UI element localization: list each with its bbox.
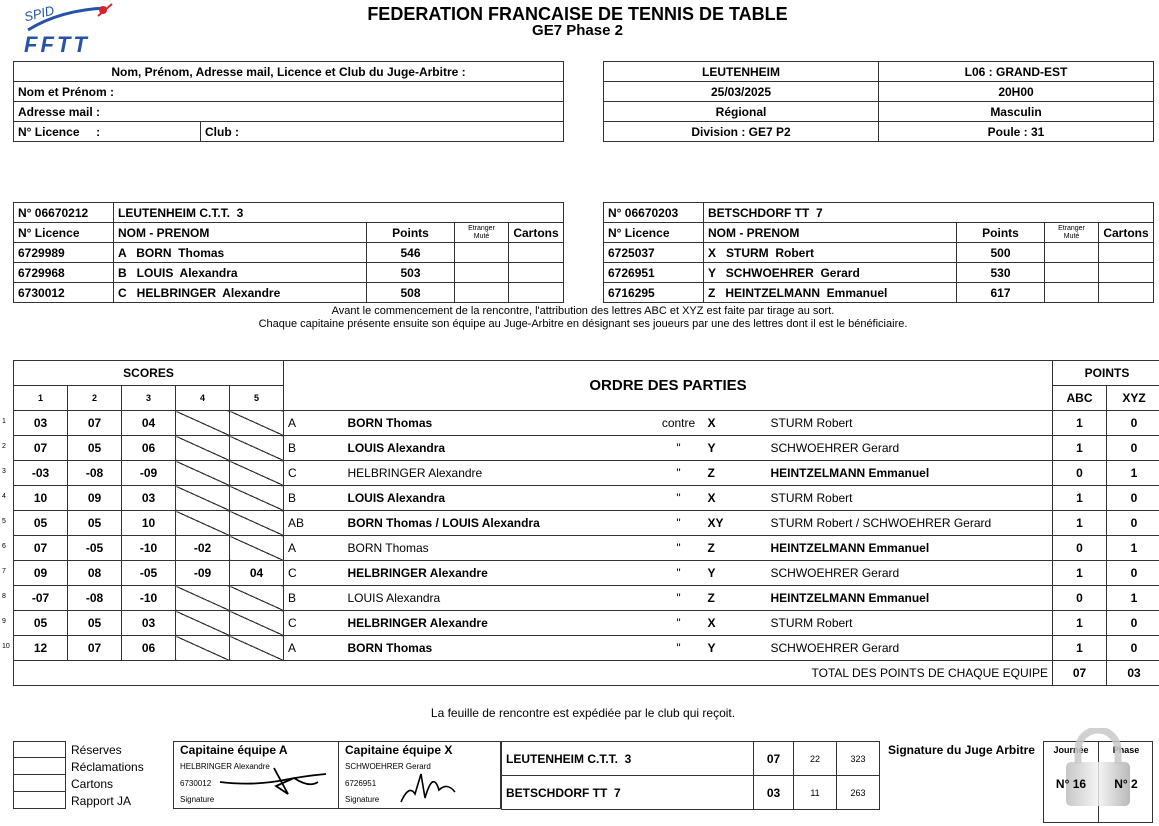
set-2-header: 2 <box>68 386 122 411</box>
total-xyz: 03 <box>1107 661 1159 686</box>
league: L06 : GRAND-EST <box>879 62 1154 82</box>
points-xyz: 0 <box>1107 411 1159 436</box>
points-abc: 1 <box>1053 611 1107 636</box>
order-header: ORDRE DES PARTIES <box>284 361 1053 411</box>
set-5-score <box>230 411 284 436</box>
player-name: Y SCHWOEHRER Gerard <box>704 263 957 283</box>
match-time: 20H00 <box>879 82 1154 102</box>
player-cards-cell <box>1099 263 1154 283</box>
set-4-score <box>176 586 230 611</box>
team-a-letter: A <box>284 536 344 561</box>
result-team: LEUTENHEIM C.T.T. 3 <box>502 742 754 776</box>
player-x-name: SCHWOEHRER Gerard <box>767 561 1053 586</box>
player-points: 508 <box>367 283 455 303</box>
player-foreign-cell <box>455 243 509 263</box>
set-3-score: 10 <box>122 511 176 536</box>
checkbox-row <box>13 758 173 775</box>
points-abc: 0 <box>1053 461 1107 486</box>
set-3-score: 04 <box>122 411 176 436</box>
player-cards-cell <box>509 283 564 303</box>
set-1-score: 03 <box>14 411 68 436</box>
team-x-letter: Z <box>704 461 767 486</box>
game-row <box>14 636 1159 661</box>
points-xyz-header: XYZ <box>1107 386 1159 411</box>
match-date: 25/03/2025 <box>604 82 879 102</box>
versus-label: " <box>654 486 704 511</box>
player-name: A BORN Thomas <box>114 243 367 263</box>
set-2-score: 05 <box>68 611 122 636</box>
day-label: Journée <box>1053 745 1089 755</box>
set-1-score: 09 <box>14 561 68 586</box>
result-team: BETSCHDORF TT 7 <box>502 776 754 810</box>
player-a-name: LOUIS Alexandra <box>344 486 654 511</box>
game-row <box>14 411 1159 436</box>
match-category: Masculin <box>879 102 1154 122</box>
team-a-letter: B <box>284 436 344 461</box>
checkbox-row <box>13 792 173 809</box>
captain-x-licence: 6726951 <box>345 779 377 788</box>
col-foreign-label: Etranger <box>468 224 495 232</box>
team-x-letter: Y <box>704 436 767 461</box>
points-xyz: 0 <box>1107 636 1159 661</box>
game-number: 5 <box>2 518 6 525</box>
versus-label: " <box>654 611 704 636</box>
result-sets: 11 <box>794 776 837 810</box>
set-2-score: 05 <box>68 511 122 536</box>
lock-icon <box>1062 728 1134 808</box>
team-x-letter: Y <box>704 561 767 586</box>
player-a-name: HELBRINGER Alexandre <box>344 461 654 486</box>
set-5-score <box>230 586 284 611</box>
team-a-letter: B <box>284 586 344 611</box>
player-licence: 6730012 <box>14 283 114 303</box>
set-4-score: -02 <box>176 536 230 561</box>
col-foreign-label: Etranger <box>1058 224 1085 232</box>
points-abc-header: ABC <box>1053 386 1107 411</box>
total-abc: 07 <box>1053 661 1107 686</box>
player-foreign-cell <box>455 283 509 303</box>
result-sets: 22 <box>794 742 837 776</box>
page-subtitle: GE7 Phase 2 <box>532 22 623 39</box>
phase-label: Phase <box>1112 745 1140 755</box>
player-name: X STURM Robert <box>704 243 957 263</box>
team-xyz-table <box>603 202 1154 303</box>
player-x-name: HEINTZELMANN Emmanuel <box>767 461 1053 486</box>
scores-header: SCORES <box>14 361 284 386</box>
player-a-name: BORN Thomas <box>344 536 654 561</box>
player-name: C HELBRINGER Alexandre <box>114 283 367 303</box>
team-a-letter: C <box>284 611 344 636</box>
referee-email-field[interactable]: Adresse mail : <box>14 102 564 122</box>
points-header: POINTS <box>1053 361 1159 386</box>
claims-checkbox[interactable] <box>13 758 66 775</box>
game-row <box>14 486 1159 511</box>
player-x-name: HEINTZELMANN Emmanuel <box>767 586 1053 611</box>
footer-note: La feuille de rencontre est expédiée par le club qui reçoit. <box>430 706 736 720</box>
col-foreign <box>455 223 509 243</box>
venue: LEUTENHEIM <box>604 62 879 82</box>
captain-x-box <box>339 741 501 809</box>
game-number: 4 <box>2 493 6 500</box>
set-5-score <box>230 486 284 511</box>
team-x-letter: XY <box>704 511 767 536</box>
game-row <box>14 586 1159 611</box>
points-abc: 1 <box>1053 411 1107 436</box>
team-x-letter: X <box>704 411 767 436</box>
set-1-score: -03 <box>14 461 68 486</box>
player-row <box>604 263 1154 283</box>
player-a-name: BORN Thomas <box>344 636 654 661</box>
result-row <box>502 776 880 810</box>
game-number: 2 <box>2 443 6 450</box>
set-4-score <box>176 636 230 661</box>
col-name: NOM - PRENOM <box>704 223 957 243</box>
set-5-header: 5 <box>230 386 284 411</box>
player-row <box>604 243 1154 263</box>
day-value: N° 16 <box>1055 777 1087 791</box>
checkbox-row <box>13 741 173 758</box>
player-row <box>14 283 564 303</box>
result-points: 03 <box>754 776 794 810</box>
col-licence: N° Licence <box>14 223 114 243</box>
result-summary-table <box>501 741 880 810</box>
col-points: Points <box>367 223 455 243</box>
set-5-score <box>230 511 284 536</box>
set-4-score <box>176 436 230 461</box>
player-x-name: HEINTZELMANN Emmanuel <box>767 536 1053 561</box>
team-a-letter: A <box>284 636 344 661</box>
team-xyz-name: BETSCHDORF TT 7 <box>704 203 1154 223</box>
player-a-name: HELBRINGER Alexandre <box>344 561 654 586</box>
logo-fftt-text: FFTT <box>24 32 90 57</box>
games-body <box>14 411 1159 661</box>
game-number: 9 <box>2 618 6 625</box>
captain-a-licence: 6730012 <box>180 779 212 788</box>
set-3-score: 03 <box>122 486 176 511</box>
player-x-name: SCHWOEHRER Gerard <box>767 636 1053 661</box>
game-number: 1 <box>2 418 6 425</box>
set-5-score <box>230 461 284 486</box>
team-x-letter: X <box>704 486 767 511</box>
points-xyz: 0 <box>1107 561 1159 586</box>
player-name: Z HEINTZELMANN Emmanuel <box>704 283 957 303</box>
player-licence: 6725037 <box>604 243 704 263</box>
col-transfer-label: Muté <box>1063 232 1080 240</box>
referee-name-field[interactable]: Nom et Prénom : <box>14 82 564 102</box>
draw-notice-line2: Chaque capitaine présente ensuite son équipe au Juge-Arbitre en désignant ses joueurs par une des lettres dont il est le bénéficiaire. <box>258 318 908 330</box>
versus-label: " <box>654 461 704 486</box>
player-x-name: STURM Robert <box>767 611 1053 636</box>
versus-label: " <box>654 561 704 586</box>
match-info-table <box>603 61 1154 142</box>
checkbox-label: Rapport JA <box>71 793 132 808</box>
set-3-score: -09 <box>122 461 176 486</box>
set-2-score: -08 <box>68 461 122 486</box>
captain-x-title: Capitaine équipe X <box>345 743 453 757</box>
ja-report-checkbox[interactable] <box>13 792 66 809</box>
set-3-header: 3 <box>122 386 176 411</box>
player-row <box>14 263 564 283</box>
referee-signature-label: Signature du Juge Arbitre <box>888 743 1035 757</box>
result-balls: 323 <box>837 742 880 776</box>
captain-x-signature-icon <box>399 764 479 804</box>
total-label: TOTAL DES POINTS DE CHAQUE EQUIPE <box>14 661 1053 686</box>
points-xyz: 0 <box>1107 511 1159 536</box>
player-a-name: LOUIS Alexandra <box>344 586 654 611</box>
points-xyz: 0 <box>1107 486 1159 511</box>
checkbox-label: Réclamations <box>71 759 144 774</box>
games-table <box>13 360 1159 686</box>
col-name: NOM - PRENOM <box>114 223 367 243</box>
player-foreign-cell <box>1045 263 1099 283</box>
points-xyz: 0 <box>1107 436 1159 461</box>
set-3-score: -10 <box>122 536 176 561</box>
captain-x-name: SCHWOEHRER Gerard <box>345 762 431 771</box>
col-transfer-label: Muté <box>473 232 490 240</box>
points-abc: 1 <box>1053 636 1107 661</box>
set-2-score: -05 <box>68 536 122 561</box>
referee-heading: Nom, Prénom, Adresse mail, Licence et Club du Juge-Arbitre : <box>14 62 564 82</box>
team-abc-number: N° 06670212 <box>14 203 114 223</box>
points-abc: 1 <box>1053 561 1107 586</box>
referee-table <box>13 61 564 142</box>
set-4-score <box>176 461 230 486</box>
points-abc: 0 <box>1053 536 1107 561</box>
player-licence: 6729989 <box>14 243 114 263</box>
checkbox-row <box>13 775 173 792</box>
player-row <box>14 243 564 263</box>
col-cards: Cartons <box>509 223 564 243</box>
player-a-name: HELBRINGER Alexandre <box>344 611 654 636</box>
day-phase-box <box>1043 741 1153 823</box>
player-points: 500 <box>957 243 1045 263</box>
player-licence: 6716295 <box>604 283 704 303</box>
checkbox-label: Cartons <box>71 776 114 791</box>
player-points: 503 <box>367 263 455 283</box>
player-points: 530 <box>957 263 1045 283</box>
set-3-score: -05 <box>122 561 176 586</box>
fftt-logo <box>20 2 115 56</box>
set-2-score: 09 <box>68 486 122 511</box>
game-number: 10 <box>2 643 10 650</box>
points-abc: 1 <box>1053 486 1107 511</box>
team-a-letter: C <box>284 461 344 486</box>
set-4-score <box>176 411 230 436</box>
versus-label: " <box>654 511 704 536</box>
team-x-letter: Z <box>704 586 767 611</box>
set-1-score: -07 <box>14 586 68 611</box>
phase-value: N° 2 <box>1114 777 1138 791</box>
captain-a-box <box>173 741 339 809</box>
captain-a-signature-icon <box>214 764 334 804</box>
reserves-checkbox[interactable] <box>13 741 66 758</box>
set-1-score: 12 <box>14 636 68 661</box>
set-2-score: -08 <box>68 586 122 611</box>
points-xyz: 1 <box>1107 586 1159 611</box>
player-points: 546 <box>367 243 455 263</box>
player-licence: 6726951 <box>604 263 704 283</box>
team-x-letter: Y <box>704 636 767 661</box>
col-cards: Cartons <box>1099 223 1154 243</box>
draw-notice-line1: Avant le commencement de la rencontre, l'attribution des lettres ABC et XYZ est faite par tirage au sort. <box>331 305 835 317</box>
player-a-name: BORN Thomas <box>344 411 654 436</box>
player-x-name: STURM Robert / SCHWOEHRER Gerard <box>767 511 1053 536</box>
versus-label: contre <box>654 411 704 436</box>
match-pool: Poule : 31 <box>879 122 1154 142</box>
captain-a-title: Capitaine équipe A <box>180 743 288 757</box>
set-3-score: 03 <box>122 611 176 636</box>
set-5-score <box>230 636 284 661</box>
game-row <box>14 461 1159 486</box>
versus-label: " <box>654 436 704 461</box>
captain-a-signature-label: Signature <box>180 795 215 804</box>
set-2-score: 05 <box>68 436 122 461</box>
player-licence: 6729968 <box>14 263 114 283</box>
result-row <box>502 742 880 776</box>
game-number: 6 <box>2 543 6 550</box>
set-4-score <box>176 511 230 536</box>
player-points: 617 <box>957 283 1045 303</box>
versus-label: " <box>654 636 704 661</box>
referee-licence-field[interactable]: N° Licence : <box>14 122 201 142</box>
player-cards-cell <box>509 263 564 283</box>
page-title: FEDERATION FRANCAISE DE TENNIS DE TABLE <box>367 4 788 24</box>
team-a-letter: C <box>284 561 344 586</box>
player-foreign-cell <box>1045 243 1099 263</box>
set-1-header: 1 <box>14 386 68 411</box>
game-number: 7 <box>2 568 6 575</box>
player-x-name: SCHWOEHRER Gerard <box>767 436 1053 461</box>
points-xyz: 1 <box>1107 461 1159 486</box>
game-number: 3 <box>2 468 6 475</box>
set-1-score: 10 <box>14 486 68 511</box>
set-3-score: 06 <box>122 436 176 461</box>
player-name: B LOUIS Alexandra <box>114 263 367 283</box>
set-5-score <box>230 436 284 461</box>
set-2-score: 08 <box>68 561 122 586</box>
player-foreign-cell <box>455 263 509 283</box>
player-a-name: LOUIS Alexandra <box>344 436 654 461</box>
set-4-score <box>176 611 230 636</box>
team-a-letter: A <box>284 411 344 436</box>
checkbox-label: Réserves <box>71 742 122 757</box>
game-number: 8 <box>2 593 6 600</box>
game-row <box>14 536 1159 561</box>
points-xyz: 1 <box>1107 536 1159 561</box>
points-abc: 0 <box>1053 586 1107 611</box>
team-abc-name: LEUTENHEIM C.T.T. 3 <box>114 203 564 223</box>
points-abc: 1 <box>1053 511 1107 536</box>
player-foreign-cell <box>1045 283 1099 303</box>
set-1-score: 05 <box>14 511 68 536</box>
logo-spid-text: SPID <box>22 2 56 25</box>
set-5-score <box>230 536 284 561</box>
team-xyz-number: N° 06670203 <box>604 203 704 223</box>
game-row <box>14 436 1159 461</box>
game-row <box>14 611 1159 636</box>
team-a-letter: AB <box>284 511 344 536</box>
set-4-score <box>176 486 230 511</box>
set-5-score <box>230 611 284 636</box>
set-1-score: 07 <box>14 436 68 461</box>
result-points: 07 <box>754 742 794 776</box>
player-row <box>604 283 1154 303</box>
versus-label: " <box>654 536 704 561</box>
game-row <box>14 561 1159 586</box>
points-xyz: 0 <box>1107 611 1159 636</box>
captain-a-name: HELBRINGER Alexandre <box>180 762 270 771</box>
player-a-name: BORN Thomas / LOUIS Alexandra <box>344 511 654 536</box>
set-1-score: 05 <box>14 611 68 636</box>
team-abc-table <box>13 202 564 303</box>
versus-label: " <box>654 586 704 611</box>
set-5-score: 04 <box>230 561 284 586</box>
col-licence: N° Licence <box>604 223 704 243</box>
team-x-letter: X <box>704 611 767 636</box>
referee-club-field[interactable]: Club : <box>201 122 564 142</box>
col-foreign <box>1045 223 1099 243</box>
cards-checkbox[interactable] <box>13 775 66 792</box>
team-x-letter: Z <box>704 536 767 561</box>
points-abc: 1 <box>1053 436 1107 461</box>
set-3-score: 06 <box>122 636 176 661</box>
result-balls: 263 <box>837 776 880 810</box>
set-3-score: -10 <box>122 586 176 611</box>
set-4-header: 4 <box>176 386 230 411</box>
player-cards-cell <box>1099 283 1154 303</box>
game-row <box>14 511 1159 536</box>
player-x-name: STURM Robert <box>767 411 1053 436</box>
captain-x-signature-label: Signature <box>345 795 380 804</box>
match-level: Régional <box>604 102 879 122</box>
set-2-score: 07 <box>68 636 122 661</box>
player-cards-cell <box>1099 243 1154 263</box>
team-a-letter: B <box>284 486 344 511</box>
match-division: Division : GE7 P2 <box>604 122 879 142</box>
set-2-score: 07 <box>68 411 122 436</box>
player-x-name: STURM Robert <box>767 486 1053 511</box>
col-points: Points <box>957 223 1045 243</box>
set-4-score: -09 <box>176 561 230 586</box>
set-1-score: 07 <box>14 536 68 561</box>
incident-checkboxes <box>13 741 173 809</box>
player-cards-cell <box>509 243 564 263</box>
